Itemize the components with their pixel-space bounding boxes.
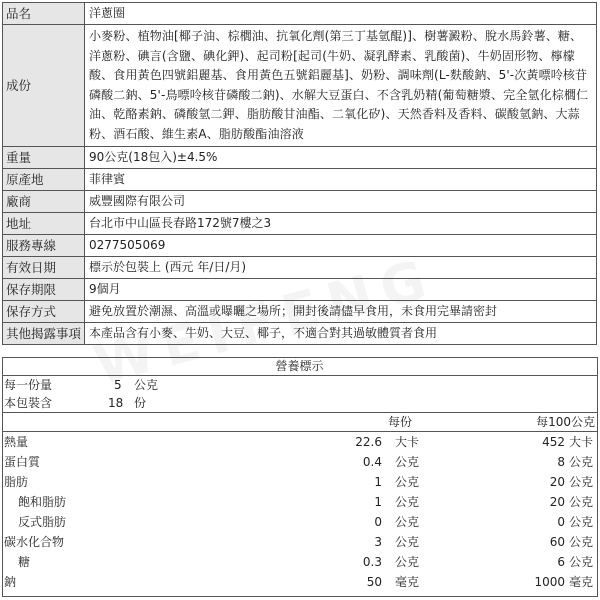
per-serving-unit: 大卡 xyxy=(395,435,420,449)
value-storage: 避免放置於潮濕、高溫或曝曬之場所；開封後請儘早食用，未食用完畢請密封 xyxy=(85,301,597,323)
per-100g-unit: 大卡 xyxy=(569,435,594,449)
row-name xyxy=(3,3,597,25)
per-serving-unit: 毫克 xyxy=(395,575,420,589)
per-100g-value: 60 xyxy=(549,535,565,549)
row-maker xyxy=(3,191,597,213)
nutrition-title: 營養標示 xyxy=(2,357,597,376)
per-serving-value: 0 xyxy=(374,515,382,529)
value-address: 台北市中山區長春路172號7樓之3 xyxy=(85,213,597,235)
per-100g-unit: 公克 xyxy=(569,495,594,509)
label-origin: 原產地 xyxy=(3,169,85,191)
per-serving-unit: 公克 xyxy=(395,495,420,509)
label-name: 品名 xyxy=(3,3,85,25)
value-origin: 菲律賓 xyxy=(85,169,597,191)
row-address xyxy=(3,213,597,235)
nutrient-row-carbohydrate xyxy=(2,533,597,551)
product-info-sheet xyxy=(2,2,597,345)
per-100g-unit: 公克 xyxy=(569,555,594,569)
value-other-disclosure: 本產品含有小麥、牛奶、大豆、椰子，不適合對其過敏體質者食用 xyxy=(85,323,597,345)
per-100g-value: 0 xyxy=(557,515,565,529)
per-100g-unit: 毫克 xyxy=(569,575,594,589)
per-serving-unit: 公克 xyxy=(395,455,420,469)
nutrient-row-saturated-fat xyxy=(2,493,597,511)
nutrition-facts-panel xyxy=(2,357,597,597)
nutrient-row-sugar xyxy=(2,553,597,571)
serving-size-value: 5 xyxy=(114,378,122,392)
value-shelf-life: 9個月 xyxy=(85,279,597,301)
per-serving-unit: 公克 xyxy=(395,555,420,569)
nutrient-name: 蛋白質 xyxy=(4,455,41,469)
per-100g-value: 452 xyxy=(542,435,565,449)
nutrient-name: 反式脂肪 xyxy=(18,515,67,529)
header-per-serving: 每份 xyxy=(387,415,412,429)
per-100g-value: 6 xyxy=(557,555,565,569)
value-name: 洋蔥圈 xyxy=(85,3,597,25)
value-weight: 90公克(18包入)±4.5% xyxy=(85,147,597,169)
per-serving-value: 22.6 xyxy=(355,435,382,449)
label-weight: 重量 xyxy=(3,147,85,169)
row-expiry xyxy=(3,257,597,279)
serving-size-label: 每一份量 xyxy=(4,378,53,392)
nutrient-name: 熱量 xyxy=(4,435,29,449)
row-other-disclosure xyxy=(3,323,597,345)
value-ingredients: 小麥粉、植物油[椰子油、棕櫚油、抗氧化劑(第三丁基氫醌)]、樹薯澱粉、脫水馬鈴薯、糖、洋蔥粉、碘言(含鹽、碘化鉀)、起司粉[起司(牛奶、凝乳酵素、乳酸菌)、牛奶固形物、檸檬酸、食用黃色四號鋁麗基、食用黃色五號鋁麗基]、奶粉、調味劑(L-麩酸鈉、5'-次黃嘌呤核苷磷酸二鈉、5'-鳥嘌呤核苷磷酸二鈉)、水解大豆蛋白、不含乳奶精(葡萄糖漿、完全氫化棕櫚仁油、乾酪素鈉、磷酸氫二鉀、脂肪酸甘油酯、二氧化矽)、天然香料及香料、碳酸氫鈉、大蒜粉、酒石酸、維生素A、脂肪酸酯油溶液 xyxy=(85,25,597,147)
servings-per-pack-value: 18 xyxy=(108,396,124,410)
nutrient-name: 鈉 xyxy=(4,575,17,589)
per-100g-value: 8 xyxy=(557,455,565,469)
per-100g-value: 20 xyxy=(549,495,565,509)
header-per-100g: 每100公克 xyxy=(536,415,595,429)
per-serving-unit: 公克 xyxy=(395,515,420,529)
value-maker: 威豐國際有限公司 xyxy=(85,191,597,213)
per-serving-unit: 公克 xyxy=(395,535,420,549)
row-ingredients xyxy=(3,25,597,147)
label-expiry: 有效日期 xyxy=(3,257,85,279)
nutrient-name: 糖 xyxy=(18,555,31,569)
label-shelf-life: 保存期限 xyxy=(3,279,85,301)
nutrient-row-trans-fat xyxy=(2,513,597,531)
per-100g-value: 20 xyxy=(549,475,565,489)
serving-size-row xyxy=(2,376,597,394)
label-hotline: 服務專線 xyxy=(3,235,85,257)
value-hotline: 0277505069 xyxy=(85,235,597,257)
nutrient-name: 脂肪 xyxy=(4,475,29,489)
nutrition-column-header xyxy=(2,413,597,431)
row-hotline xyxy=(3,235,597,257)
row-storage xyxy=(3,301,597,323)
per-serving-value: 1 xyxy=(374,475,382,489)
value-expiry: 標示於包裝上 (西元 年/日/月) xyxy=(85,257,597,279)
per-serving-value: 0.3 xyxy=(362,555,382,569)
label-storage: 保存方式 xyxy=(3,301,85,323)
product-info-table xyxy=(2,2,597,345)
per-serving-value: 3 xyxy=(374,535,382,549)
serving-size-unit: 公克 xyxy=(134,378,159,392)
label-maker: 廠商 xyxy=(3,191,85,213)
servings-per-pack-label: 本包裝含 xyxy=(4,396,53,410)
nutrient-row-sodium xyxy=(2,573,597,591)
nutrient-row-energy xyxy=(2,433,597,451)
per-100g-unit: 公克 xyxy=(569,455,594,469)
per-100g-unit: 公克 xyxy=(569,515,594,529)
per-serving-value: 50 xyxy=(366,575,382,589)
label-other-disclosure: 其他揭露事項 xyxy=(3,323,85,345)
servings-per-pack-unit: 份 xyxy=(134,396,147,410)
label-address: 地址 xyxy=(3,213,85,235)
servings-per-pack-row xyxy=(2,394,597,412)
label-ingredients: 成份 xyxy=(3,25,85,147)
row-shelf-life xyxy=(3,279,597,301)
nutrient-row-fat xyxy=(2,473,597,491)
per-serving-value: 0.4 xyxy=(362,455,382,469)
per-serving-unit: 公克 xyxy=(395,475,420,489)
row-weight xyxy=(3,147,597,169)
row-origin xyxy=(3,169,597,191)
per-100g-unit: 公克 xyxy=(569,475,594,489)
nutrient-name: 飽和脂肪 xyxy=(18,495,67,509)
per-100g-value: 1000 xyxy=(534,575,565,589)
per-100g-unit: 公克 xyxy=(569,535,594,549)
nutrient-row-protein xyxy=(2,453,597,471)
per-serving-value: 1 xyxy=(374,495,382,509)
nutrient-name: 碳水化合物 xyxy=(4,535,65,549)
